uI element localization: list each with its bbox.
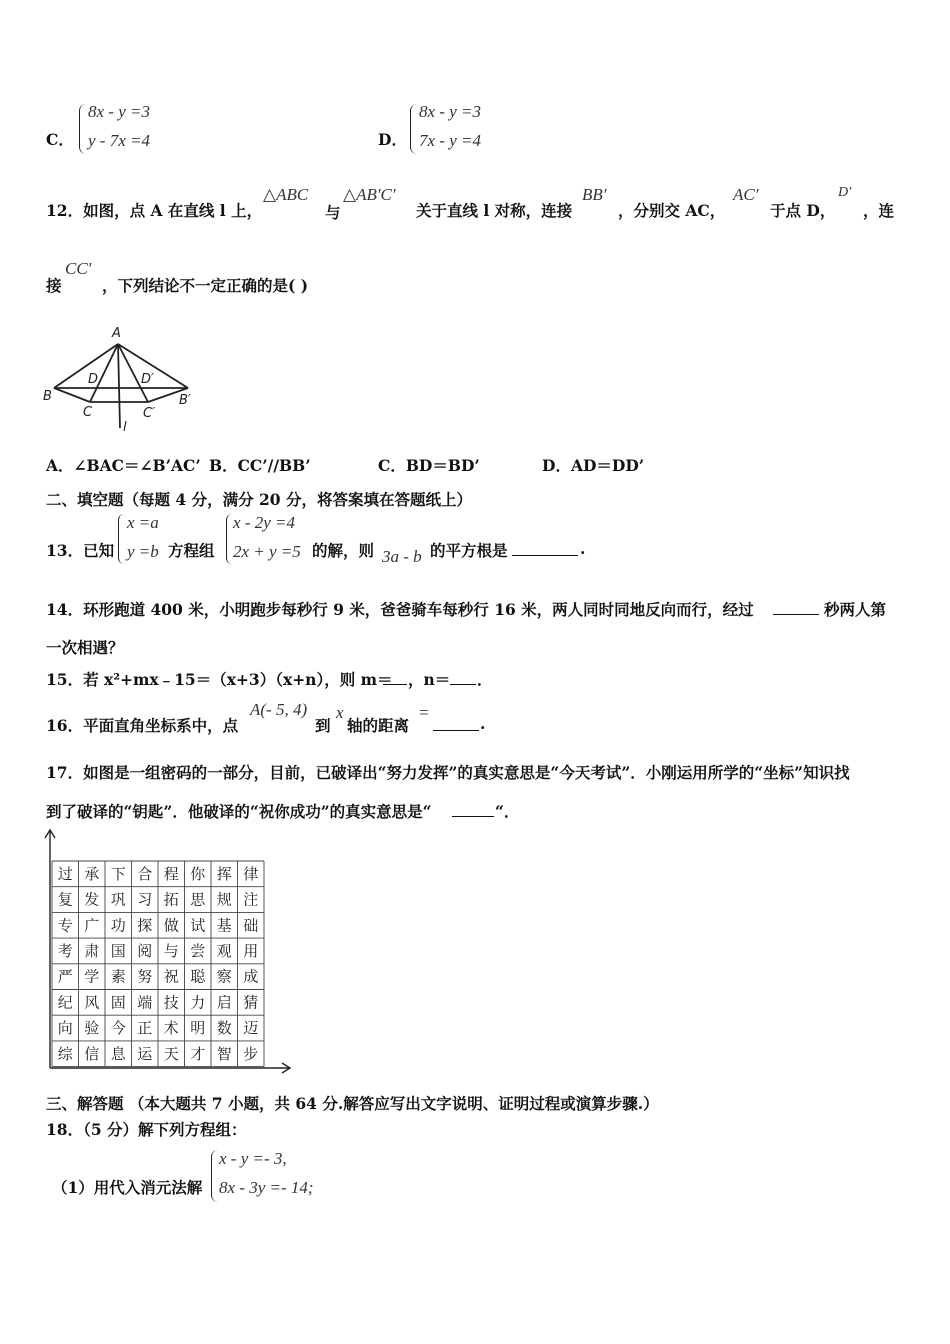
grid-cell-char: 天 bbox=[163, 1044, 179, 1063]
grid-cell-char: 复 bbox=[57, 890, 73, 909]
grid-cell-char: 功 bbox=[110, 916, 126, 935]
section3-heading: 三、解答题 （本大题共 7 小题，共 64 分.解答应写出文字说明、证明过程或演算步骤.） bbox=[46, 1094, 659, 1113]
grid-cell-char: 启 bbox=[216, 993, 232, 1012]
q13-s1: x =a bbox=[127, 513, 159, 532]
q13-answer-blank[interactable] bbox=[512, 541, 578, 556]
grid-cell-char: 尝 bbox=[190, 941, 206, 960]
option-d-brace bbox=[410, 104, 417, 154]
grid-cell-char: 正 bbox=[137, 1019, 153, 1038]
grid-cell-char: 聪 bbox=[190, 967, 206, 986]
q12-triangle-abc: △ABC bbox=[263, 185, 309, 204]
q13-tail: 的解，则 bbox=[312, 541, 375, 560]
q12-with: 与 bbox=[325, 203, 341, 222]
q16-eq: = bbox=[418, 703, 430, 722]
q18-heading: 18．（5 分）解下列方程组： bbox=[46, 1120, 247, 1139]
grid-cell-char: 素 bbox=[110, 967, 126, 986]
grid-cell-char: 端 bbox=[137, 993, 153, 1012]
grid-cell-char: 努 bbox=[137, 967, 153, 986]
section2-heading: 二、填空题（每题 4 分，满分 20 分，将答案填在答题纸上） bbox=[46, 490, 472, 509]
grid-cell-char: 力 bbox=[190, 993, 206, 1012]
grid-cell-char: 术 bbox=[163, 1019, 179, 1038]
q16-x: x bbox=[336, 703, 344, 722]
q18-brace bbox=[211, 1150, 218, 1202]
q13-dot: . bbox=[580, 539, 586, 558]
q12-line2-a: 接 bbox=[46, 276, 62, 295]
q13-e2: 2x + y =5 bbox=[233, 542, 301, 561]
grid-cell-char: 思 bbox=[190, 890, 206, 909]
option-d-eq2: 7x - y =4 bbox=[419, 131, 481, 150]
grid-cell-char: 挥 bbox=[216, 864, 232, 883]
grid-cell-char: 你 bbox=[190, 864, 206, 883]
q12-ac-prime: AC′ bbox=[733, 185, 759, 204]
fig-label-b-prime: B′ bbox=[179, 393, 191, 408]
fig-label-l: l bbox=[123, 420, 127, 435]
q18-eq1: x - y =- 3, bbox=[219, 1149, 287, 1168]
q17-answer-blank[interactable] bbox=[452, 802, 494, 817]
q12-line2-b: ，下列结论不一定正确的是( ) bbox=[102, 276, 309, 295]
grid-cell-char: 过 bbox=[57, 864, 73, 883]
grid-cell-char: 程 bbox=[163, 864, 179, 883]
grid-cell-char: 试 bbox=[190, 916, 206, 935]
grid-cell-char: 下 bbox=[110, 864, 126, 883]
grid-cell-char: 础 bbox=[243, 916, 259, 935]
grid-cell-char: 学 bbox=[84, 967, 100, 986]
grid-cell-char: 技 bbox=[163, 993, 179, 1012]
fig-label-c-prime: C′ bbox=[143, 406, 156, 421]
q12-triangle-abc-prime: △AB′C′ bbox=[343, 185, 396, 204]
grid-cell-char: 才 bbox=[190, 1044, 206, 1063]
q17-cipher-grid bbox=[40, 826, 295, 1076]
grid-cell-char: 考 bbox=[57, 941, 73, 960]
q12-option-d: D．AD＝DD’ bbox=[542, 456, 645, 475]
grid-cell-char: 迈 bbox=[243, 1019, 259, 1038]
grid-cell-char: 向 bbox=[57, 1019, 73, 1038]
q14-answer-blank[interactable] bbox=[773, 600, 819, 615]
grid-cell-char: 纪 bbox=[57, 993, 73, 1012]
q14-after: 秒两人第 bbox=[824, 600, 887, 619]
q15-m-blank[interactable] bbox=[383, 670, 407, 685]
q12-cross: ，分别交 AC， bbox=[618, 201, 726, 220]
q14-line1: 14．环形跑道 400 米，小明跑步每秒行 9 米，爸爸骑车每秒行 16 米，两人同时同地反向而行，经过 bbox=[46, 600, 754, 619]
q15-pre: 15．若 x²+mx﹣15＝（x+3）（x+n），则 m＝ bbox=[46, 670, 393, 689]
option-c-label: C． bbox=[46, 130, 74, 149]
grid-cell-char: 固 bbox=[110, 993, 126, 1012]
grid-cell-char: 运 bbox=[137, 1044, 153, 1063]
grid-cell-char: 律 bbox=[243, 864, 259, 883]
grid-cell-char: 探 bbox=[137, 916, 153, 935]
q16-answer-blank[interactable] bbox=[433, 716, 479, 731]
q13-label: 13．已知 bbox=[46, 541, 115, 560]
grid-cell-char: 验 bbox=[84, 1019, 100, 1038]
grid-cell-char: 步 bbox=[243, 1044, 259, 1063]
grid-cell-char: 综 bbox=[57, 1044, 73, 1063]
q16-axis: 轴的距离 bbox=[347, 716, 410, 735]
grid-cell-char: 今 bbox=[110, 1019, 126, 1038]
q15-n-blank[interactable] bbox=[450, 670, 476, 685]
grid-cell-char: 做 bbox=[163, 916, 179, 935]
q12-option-c: C．BD＝BD’ bbox=[378, 456, 480, 475]
grid-cell-char: 注 bbox=[243, 890, 259, 909]
grid-cell-char: 祝 bbox=[163, 967, 179, 986]
q16-to: 到 bbox=[315, 716, 331, 735]
grid-cell-char: 观 bbox=[216, 941, 232, 960]
q17-line2: 到了破译的“钥匙”．他破译的“祝你成功”的真实意思是“ bbox=[46, 802, 432, 821]
q13-e1: x - 2y =4 bbox=[233, 513, 295, 532]
grid-cell-char: 数 bbox=[216, 1019, 232, 1038]
q12-symmetric: 关于直线 l 对称，连接 bbox=[416, 201, 573, 220]
q15-mid: ，n＝ bbox=[408, 670, 451, 689]
grid-cell-char: 信 bbox=[84, 1044, 100, 1063]
grid-cell-char: 巩 bbox=[110, 890, 126, 909]
option-c-eq2: y - 7x =4 bbox=[88, 131, 150, 150]
q12-bb-prime: BB′ bbox=[582, 185, 607, 204]
q12-text: 12．如图，点 A 在直线 l 上， bbox=[46, 201, 263, 220]
fig-label-d-prime: D′ bbox=[141, 372, 154, 387]
grid-cell-char: 明 bbox=[190, 1019, 206, 1038]
fig-label-c: C bbox=[83, 405, 93, 420]
grid-cell-char: 专 bbox=[57, 916, 73, 935]
q13-brace2 bbox=[226, 514, 232, 564]
q13-brace1 bbox=[118, 514, 124, 564]
q12-d-prime: D′ bbox=[838, 185, 852, 200]
q17-line2-end: “． bbox=[495, 802, 520, 821]
grid-cell-char: 智 bbox=[216, 1044, 232, 1063]
q12-lian: ，连 bbox=[863, 201, 895, 220]
grid-cell-char: 习 bbox=[137, 890, 153, 909]
grid-cell-char: 风 bbox=[84, 993, 100, 1012]
q12-cc-prime: CC′ bbox=[65, 259, 92, 278]
q13-mid: 方程组 bbox=[168, 541, 215, 560]
q13-end: 的平方根是 bbox=[430, 541, 508, 560]
q16-end: . bbox=[480, 714, 486, 733]
grid-cell-char: 阅 bbox=[137, 941, 153, 960]
grid-cell-char: 广 bbox=[84, 916, 100, 935]
q18-eq2: 8x - 3y =- 14; bbox=[219, 1178, 314, 1197]
grid-cell-char: 合 bbox=[137, 864, 153, 883]
fig-label-a: A bbox=[112, 326, 121, 341]
grid-cell-char: 用 bbox=[243, 941, 259, 960]
grid-cell-char: 规 bbox=[216, 890, 232, 909]
grid-cell-char: 发 bbox=[84, 890, 100, 909]
q15-end: ． bbox=[477, 670, 493, 689]
grid-cell-char: 肃 bbox=[84, 941, 100, 960]
q13-s2: y =b bbox=[127, 542, 159, 561]
q12-at-point: 于点 D， bbox=[770, 201, 836, 220]
grid-cell-char: 与 bbox=[163, 941, 179, 960]
q16-pre: 16．平面直角坐标系中，点 bbox=[46, 716, 239, 735]
q12-option-a: A．∠BAC＝∠B’AC’ bbox=[46, 456, 201, 475]
q13-expr: 3a - b bbox=[382, 547, 422, 566]
grid-cell-char: 承 bbox=[84, 864, 100, 883]
grid-cell-char: 察 bbox=[216, 967, 232, 986]
option-d-label: D． bbox=[378, 130, 407, 149]
fig-label-d: D bbox=[88, 372, 99, 387]
q17-line1: 17．如图是一组密码的一部分，目前，已破译出“努力发挥”的真实意思是“今天考试”．小刚运用所学的“坐标”知识找 bbox=[46, 763, 850, 782]
q12-option-b: B．CC’//BB’ bbox=[209, 456, 311, 475]
grid-cell-char: 基 bbox=[216, 916, 232, 935]
grid-cell-char: 成 bbox=[243, 967, 259, 986]
grid-cell-char: 国 bbox=[110, 941, 126, 960]
grid-cell-char: 息 bbox=[110, 1044, 126, 1063]
grid-cell-char: 严 bbox=[57, 967, 73, 986]
q12-figure bbox=[40, 320, 210, 435]
q14-line2: 一次相遇？ bbox=[46, 638, 124, 657]
grid-cell-char: 猜 bbox=[243, 993, 259, 1012]
option-c-eq1: 8x - y =3 bbox=[88, 102, 150, 121]
fig-label-b: B bbox=[43, 389, 52, 404]
q16-point: A(- 5, 4) bbox=[250, 700, 308, 719]
q18-sub1: （1）用代入消元法解 bbox=[52, 1178, 203, 1197]
option-c-brace bbox=[79, 104, 86, 154]
option-d-eq1: 8x - y =3 bbox=[419, 102, 481, 121]
grid-cell-char: 拓 bbox=[163, 890, 179, 909]
